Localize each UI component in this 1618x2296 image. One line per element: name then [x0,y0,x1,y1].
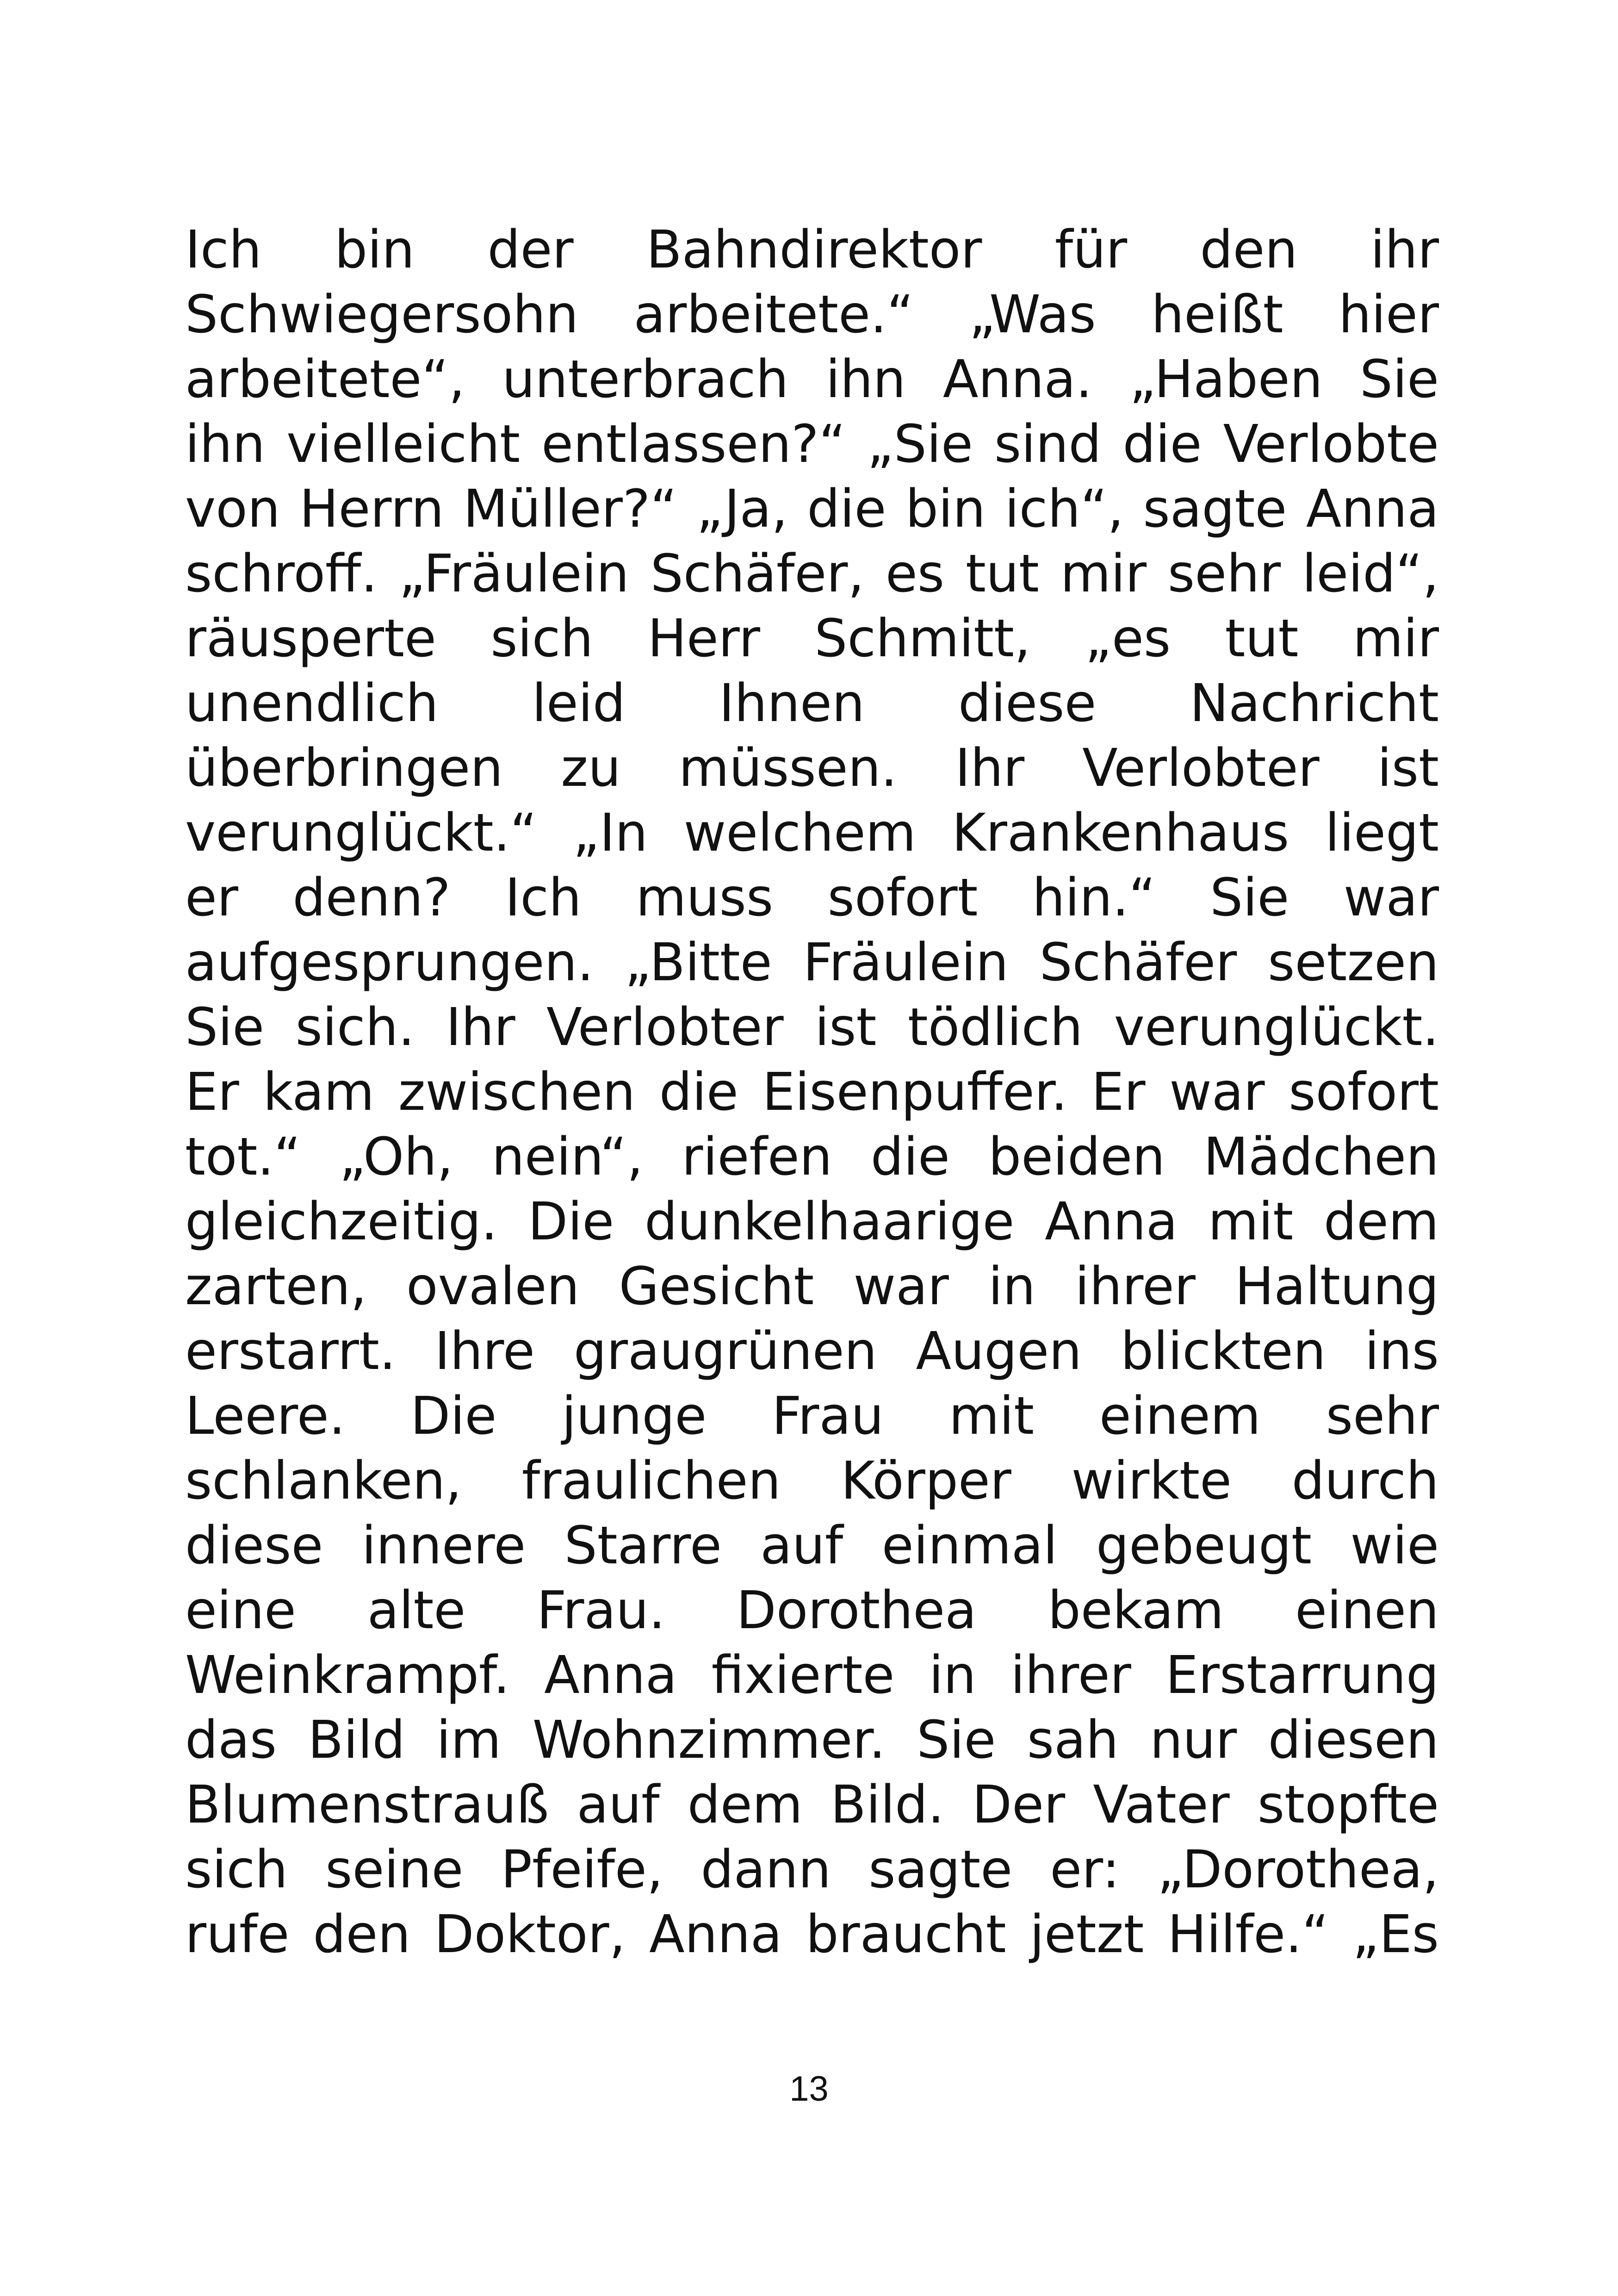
text-line: arbeitete“, unterbrach ihn Anna. „Haben Sie [185,349,1439,410]
text-line: erstarrt. Ihre graugrünen Augen blickten ins [185,1321,1439,1381]
text-line: Weinkrampf. Anna fixierte in ihrer Erstarrung [185,1645,1439,1705]
text-line: ihn vielleicht entlassen?“ „Sie sind die Verlobte [185,414,1439,474]
body-text [185,218,1439,1967]
text-line: aufgesprungen. „Bitte Fräulein Schäfer setzen [185,933,1439,993]
text-line: schroff. „Fräulein Schäfer, es tut mir sehr leid“, [185,544,1439,604]
text-line: Ich bin der Bahndirektor für den ihr [185,220,1439,280]
text-line: Er kam zwischen die Eisenpuffer. Er war sofort [185,1062,1439,1122]
text-line: Leere. Die junge Frau mit einem sehr [185,1386,1439,1446]
text-line: Blumenstrauß auf dem Bild. Der Vater stopfte [185,1775,1439,1835]
text-line: von Herrn Müller?“ „Ja, die bin ich“, sagte Anna [185,479,1439,539]
text-line: das Bild im Wohnzimmer. Sie sah nur diesen [185,1710,1439,1770]
text-line: Sie sich. Ihr Verlobter ist tödlich verunglückt. [185,997,1439,1058]
text-line: überbringen zu müssen. Ihr Verlobter ist [185,738,1439,798]
text-line: zarten, ovalen Gesicht war in ihrer Haltung [185,1257,1439,1317]
text-line: rufe den Doktor, Anna braucht jetzt Hilfe.“ „Es [185,1904,1439,1965]
page-number: 13 [789,2069,829,2109]
text-line: Schwiegersohn arbeitete.“ „Was heißt hier [185,285,1439,345]
text-line: räusperte sich Herr Schmitt, „es tut mir [185,609,1439,669]
text-line: er denn? Ich muss sofort hin.“ Sie war [185,868,1439,928]
text-line: sich seine Pfeife, dann sagte er: „Dorothea, [185,1840,1439,1900]
text-line: schlanken, fraulichen Körper wirkte durch [185,1451,1439,1511]
text-line: eine alte Frau. Dorothea bekam einen [185,1580,1439,1641]
text-line: unendlich leid Ihnen diese Nachricht [185,673,1439,734]
text-line: verunglückt.“ „In welchem Krankenhaus liegt [185,803,1439,863]
text-line: gleichzeitig. Die dunkelhaarige Anna mit dem [185,1192,1439,1252]
text-line: diese innere Starre auf einmal gebeugt wie [185,1516,1439,1576]
text-line: tot.“ „Oh, nein“, riefen die beiden Mädchen [185,1127,1439,1187]
